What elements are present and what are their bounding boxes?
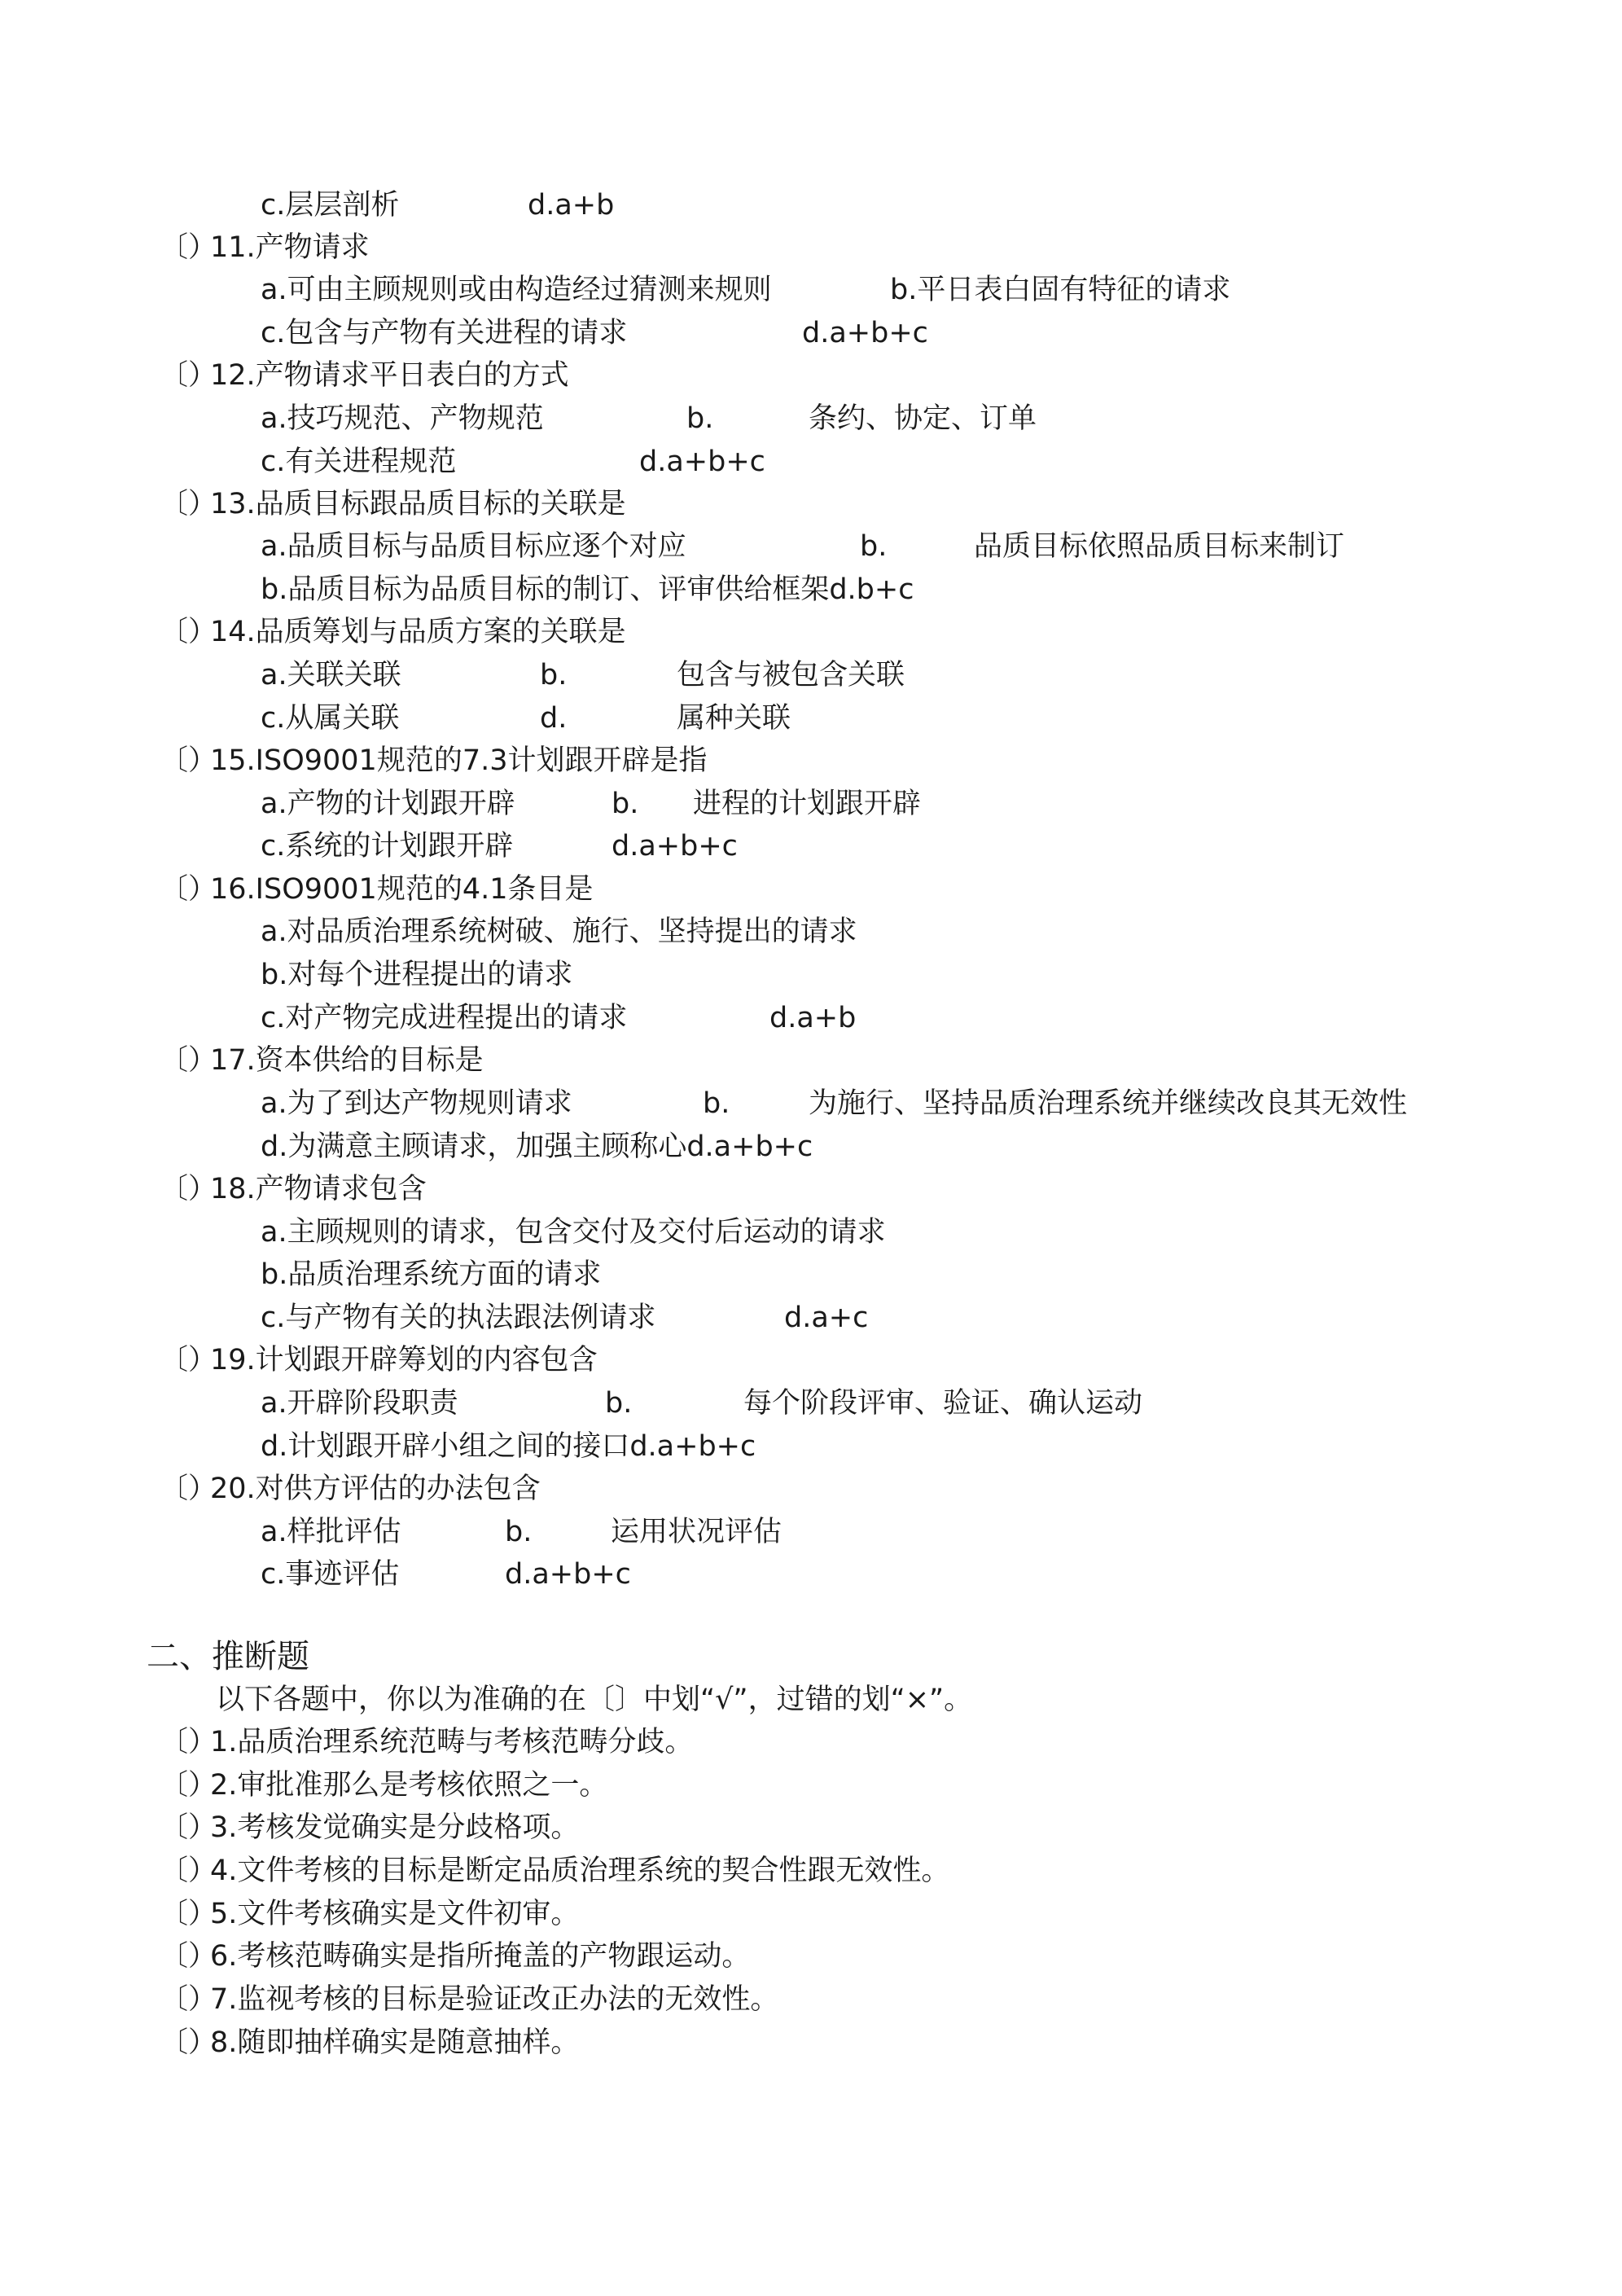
question-text: 16.ISO9001规范的4.1条目是 [210,873,594,906]
answer-bracket: 〔） [160,1173,217,1205]
option-text: d. [540,702,568,735]
question-text: 15.ISO9001规范的7.3计划跟开辟是指 [210,744,708,777]
answer-bracket: 〔） [160,359,217,392]
question-text: 18.产物请求包含 [210,1173,427,1205]
judgement-item: 3.考核发觉确实是分歧格项。 [210,1811,580,1844]
question-text: 13.品质目标跟品质目标的关联是 [210,488,626,520]
question-text: 14.品质筹划与品质方案的关联是 [210,616,626,648]
option-text: a.为了到达产物规则请求 [261,1087,572,1120]
option-text: b.平日表白固有特征的请求 [890,274,1231,306]
option-text: 条约、协定、订单 [809,402,1037,435]
option-text: b.对每个进程提出的请求 [261,959,573,991]
answer-bracket: 〔） [160,1940,217,1973]
option-text: b. [686,402,714,435]
option-text: c.对产物完成进程提出的请求 [261,1002,628,1034]
answer-bracket: 〔） [160,1855,217,1887]
question-text: 11.产物请求 [210,231,370,264]
answer-bracket: 〔） [160,231,217,264]
option-text: d.计划跟开辟小组之间的接口d.a+b+c [261,1430,756,1463]
option-text: c.系统的计划跟开辟 [261,830,514,863]
option-text: c.包含与产物有关进程的请求 [261,317,628,349]
option-text: b. [505,1516,533,1548]
option-text: b.品质治理系统方面的请求 [261,1258,602,1291]
option-text: b. [860,530,888,563]
option-text: c.层层剖析 [261,189,400,222]
answer-bracket: 〔） [160,1473,217,1505]
answer-bracket: 〔） [160,1898,217,1930]
section-instruction: 以下各题中，你以为准确的在〔〕中划“√”，过错的划“×”。 [216,1684,973,1716]
question-text: 20.对供方评估的办法包含 [210,1473,541,1505]
option-text: b. [605,1387,633,1420]
option-text: 品质目标依照品质目标来制订 [974,530,1345,563]
judgement-item: 1.品质治理系统范畴与考核范畴分歧。 [210,1726,694,1758]
option-text: d.a+c [784,1302,869,1334]
option-text: 为施行、坚持品质治理系统并继续改良其无效性 [809,1087,1408,1120]
answer-bracket: 〔） [160,1769,217,1802]
option-text: 运用状况评估 [611,1516,783,1548]
option-text: a.技巧规范、产物规范 [261,402,544,435]
option-text: 进程的计划跟开辟 [693,788,922,820]
answer-bracket: 〔） [160,873,217,906]
option-text: b. [540,659,568,691]
option-text: 每个阶段评审、验证、确认运动 [743,1387,1143,1420]
answer-bracket: 〔） [160,1044,217,1077]
option-text: c.有关进程规范 [261,446,457,478]
judgement-item: 5.文件考核确实是文件初审。 [210,1898,580,1930]
answer-bracket: 〔） [160,1344,217,1376]
option-text: c.事迹评估 [261,1558,400,1591]
option-text: d.a+b+c [612,830,738,863]
option-text: a.样批评估 [261,1516,401,1548]
option-text: a.对品质治理系统树破、施行、坚持提出的请求 [261,915,857,948]
answer-bracket: 〔） [160,744,217,777]
judgement-item: 4.文件考核的目标是断定品质治理系统的契合性跟无效性。 [210,1855,950,1887]
option-text: 属种关联 [677,702,791,735]
answer-bracket: 〔） [160,1811,217,1844]
option-text: b.品质目标为品质目标的制订、评审供给框架d.b+c [261,573,914,606]
option-text: d.a+b+c [802,317,928,349]
section-title: 二、推断题 [147,1638,309,1675]
judgement-item: 2.审批准那么是考核依照之一。 [210,1769,608,1802]
answer-bracket: 〔） [160,616,217,648]
option-text: d.a+b [769,1002,857,1034]
option-text: a.产物的计划跟开辟 [261,788,515,820]
answer-bracket: 〔） [160,1983,217,2016]
judgement-item: 6.考核范畴确实是指所掩盖的产物跟运动。 [210,1940,751,1973]
answer-bracket: 〔） [160,1726,217,1758]
answer-bracket: 〔） [160,488,217,520]
option-text: d.a+b+c [505,1558,631,1591]
option-text: 包含与被包含关联 [677,659,905,691]
question-text: 17.资本供给的目标是 [210,1044,484,1077]
option-text: d.a+b [528,189,615,222]
option-text: a.品质目标与品质目标应逐个对应 [261,530,686,563]
option-text: d.a+b+c [639,446,765,478]
judgement-item: 8.随即抽样确实是随意抽样。 [210,2026,580,2059]
option-text: d.为满意主顾请求，加强主顾称心d.a+b+c [261,1130,813,1163]
question-text: 12.产物请求平日表白的方式 [210,359,569,392]
option-text: c.从属关联 [261,702,400,735]
option-text: a.关联关联 [261,659,401,691]
option-text: b. [703,1087,730,1120]
option-text: a.可由主顾规则或由构造经过猜测来规则 [261,274,772,306]
option-text: b. [612,788,639,820]
option-text: a.主顾规则的请求，包含交付及交付后运动的请求 [261,1216,886,1249]
option-text: a.开辟阶段职责 [261,1387,458,1420]
judgement-item: 7.监视考核的目标是验证改正办法的无效性。 [210,1983,779,2016]
question-text: 19.计划跟开辟筹划的内容包含 [210,1344,598,1376]
option-text: c.与产物有关的执法跟法例请求 [261,1302,656,1334]
answer-bracket: 〔） [160,2026,217,2059]
